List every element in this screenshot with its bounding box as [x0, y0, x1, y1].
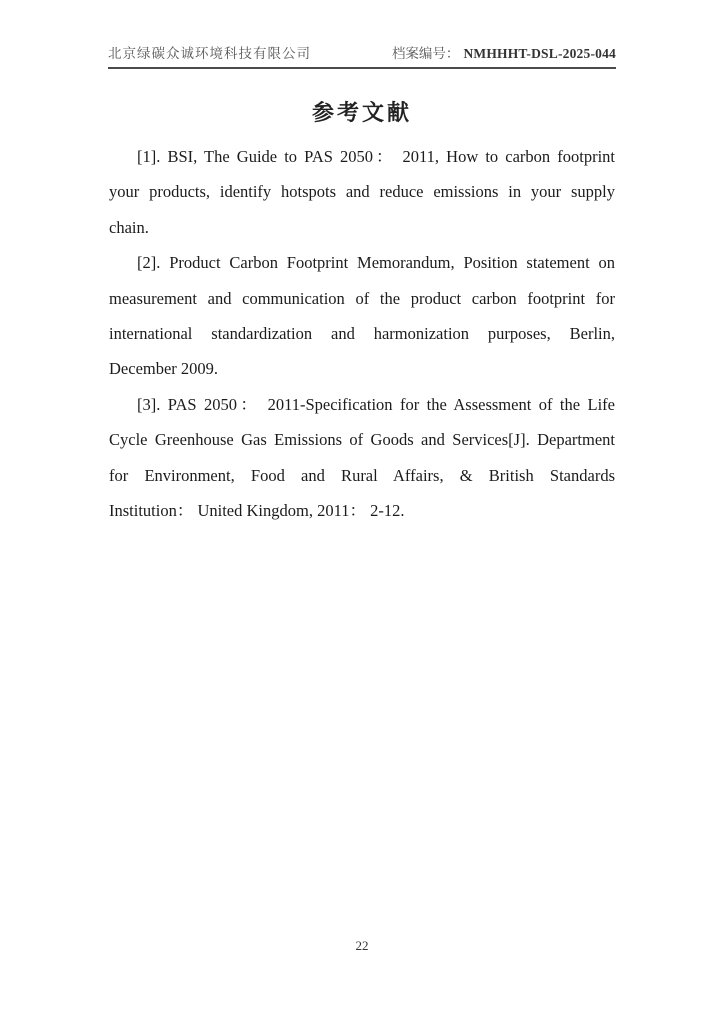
reference-line: [3]. PAS 2050： 2011-Specification for the Assessment of the Life — [137, 394, 615, 414]
archive-id — [392, 42, 616, 62]
page-title: 参考文献 — [311, 100, 412, 125]
reference-line: [1]. BSI, The Guide to PAS 2050： 2011, How to carbon footprint — [137, 147, 615, 166]
reference-line: measurement and communication of the product carbon footprint for — [109, 288, 615, 308]
reference-item-2 — [109, 245, 615, 387]
reference-line: Institution： United Kingdom, 2011： 2-12. — [109, 500, 405, 520]
references-list — [109, 139, 615, 528]
reference-line: Cycle Greenhouse Gas Emissions of Goods and Services[J]. Department — [109, 430, 615, 450]
page-number: 22 — [355, 938, 369, 953]
reference-line: your products, identify hotspots and reduce emissions in your supply — [109, 182, 615, 202]
reference-line: [2]. Product Carbon Footprint Memorandum, Position statement on — [137, 253, 615, 273]
reference-line: for Environment, Food and Rural Affairs, & British Standards — [109, 465, 615, 485]
archive-number: NMHHHT-DSL-2025-044 — [463, 46, 616, 61]
reference-line: December 2009. — [109, 359, 219, 379]
page-header — [108, 42, 616, 69]
reference-item-3 — [109, 387, 615, 529]
reference-line: chain. — [109, 217, 149, 237]
archive-label: 档案编号： — [391, 46, 460, 61]
reference-line: international standardization and harmonization purposes, Berlin, — [109, 323, 615, 343]
company-name: 北京绿碳众诚环境科技有限公司 — [108, 46, 311, 61]
reference-item-1 — [109, 139, 615, 245]
